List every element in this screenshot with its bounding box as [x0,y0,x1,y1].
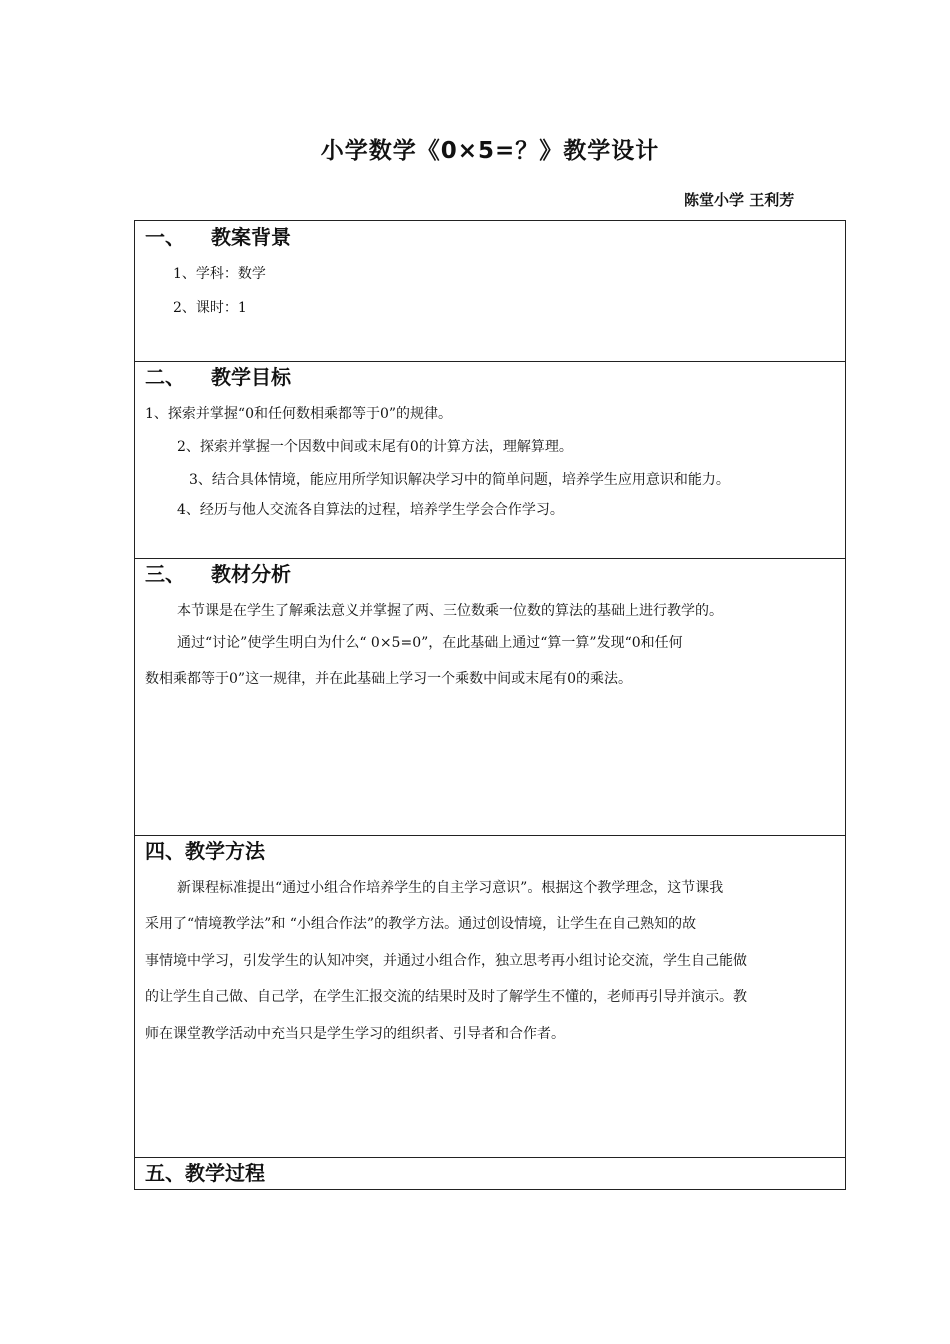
author-line: 陈堂小学 王利芳 [684,191,795,209]
section-heading: 四、教学方法 [145,839,265,863]
text-line: 4、经历与他人交流各自算法的过程，培养学生学会合作学习。 [177,502,564,518]
text-line: 通过“讨论”使学生明白为什么“ 0×5=0”，在此基础上通过“算一算”发现“0和任何 [177,635,683,651]
section-teaching-methods [135,835,845,1158]
section-heading [145,221,291,250]
section-number: 一、 [145,225,185,249]
section-number: 二、 [145,365,185,389]
section-heading: 五、教学过程 [145,1161,265,1185]
document-title: 小学数学《0×5=？》教学设计 [320,138,660,164]
section-teaching-process [135,1157,845,1189]
text-line: 数相乘都等于0”这一规律，并在此基础上学习一个乘数中间或末尾有0的乘法。 [145,671,632,687]
text-line: 本节课是在学生了解乘法意义并掌握了两、三位数乘一位数的算法的基础上进行教学的。 [177,603,723,619]
section-objectives [135,361,845,559]
text-line: 事情境中学习，引发学生的认知冲突，并通过小组合作，独立思考再小组讨论交流，学生自己能做 [145,953,747,969]
section-background [135,221,845,362]
section-heading [145,558,291,587]
text-line: 师在课堂教学活动中充当只是学生学习的组织者、引导者和合作者。 [145,1026,565,1042]
section-material-analysis [135,558,845,836]
text-line: 3、结合具体情境，能应用所学知识解决学习中的简单问题，培养学生应用意识和能力。 [189,472,730,488]
text-line: 2、课时：1 [173,300,247,316]
text-line: 2、探索并掌握一个因数中间或末尾有0的计算方法，理解算理。 [177,439,573,455]
section-title: 教学目标 [211,365,291,389]
text-line: 新课程标准提出“通过小组合作培养学生的自主学习意识”。根据这个教学理念，这节课我 [177,880,724,896]
text-line: 1、学科：数学 [173,266,266,282]
section-title: 教案背景 [211,225,291,249]
section-number: 三、 [145,562,185,586]
text-line: 的让学生自己做、自己学，在学生汇报交流的结果时及时了解学生不懂的，老师再引导并演示。教 [145,989,747,1005]
text-line: 1、探索并掌握“0和任何数相乘都等于0”的规律。 [145,406,453,422]
section-heading [145,361,291,390]
lesson-plan-table [134,220,846,1190]
section-title: 教材分析 [211,562,291,586]
text-line: 采用了“情境教学法”和 “小组合作法”的教学方法。通过创设情境，让学生在自己熟知的故 [145,916,697,932]
